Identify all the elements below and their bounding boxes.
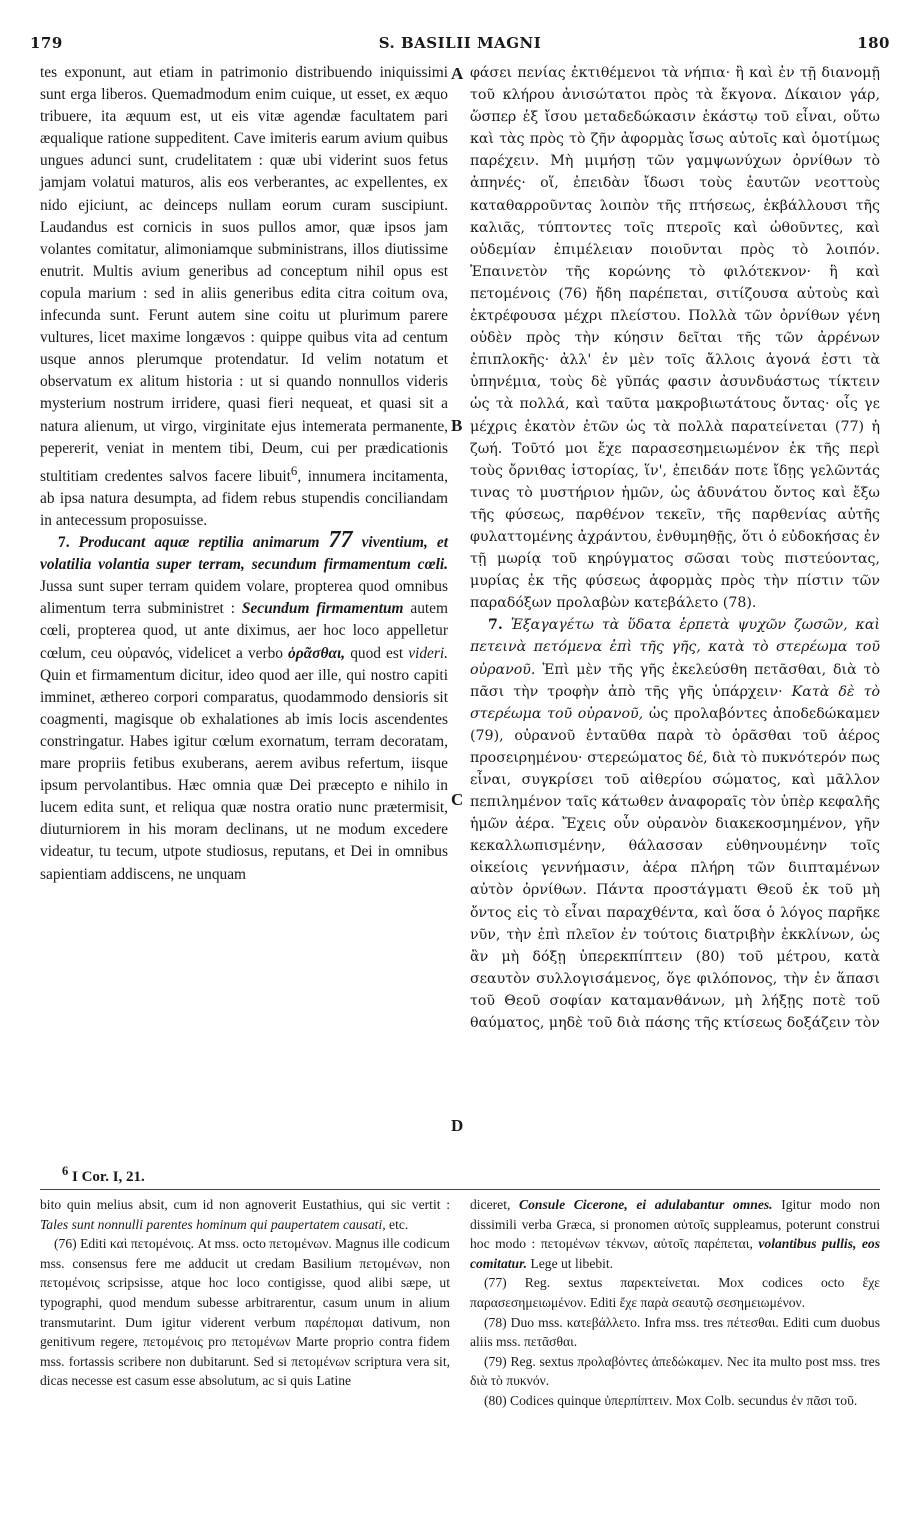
page-title: S. BASILII MAGNI <box>378 34 542 52</box>
margin-letter-b: B <box>451 416 463 435</box>
greek-paragraph-1: φάσει πενίας ἐκτιθέμενοι τὰ νήπια· ἢ καὶ ἐν τῇ διανομῇ τοῦ κλήρου ἀνισώτατοι πρὸς τὰ ἔκγονα. Δίκαιον γάρ, ὥσπερ ἐξ ἴσου μεταδεδώκασιν ἑκάστῳ τοῦ εἶναι, οὕτω καὶ τὰς πρὸς τὸ ζῆν ἀφορμὰς ἴσως αὐτοῖς καὶ ὁμοτίμως παρέχειν. Μὴ μιμήσῃ τῶν γαμψωνύχων ὀρνίθων τὸ ἀπηνές· οἵ, ἐπειδὰν ἴδωσι τοὺς ἑαυτῶν νεοττοὺς καταθαρροῦντας λοιπὸν τῆς πτήσεως, ἐκβάλλουσι τῆς καλιᾶς, τύπτοντες τοῖς πτεροῖς καὶ ὠθοῦντες, καὶ οὐδεμίαν ἐπιμέλειαν ποιοῦνται πρὸς τὸ λοιπόν. Ἐπαινετὸν τῆς κορώνης τὸ φιλότεκνον· ἣ καὶ πετομένοις (76) ἤδη παρέπεται, σιτίζουσα αὐτοὺς καὶ ἐκτρέφουσα μέχρι πλείστου. Πολλὰ τῶν ὀρνίθων γένη οὐδὲν πρὸς τὴν κύησιν δεῖται τῆς τῶν ἀρρένων ἐπιπλοκῆς· ἀλλ' ἐν μὲν τοῖς ἄλλοις ἀγονά ἐστι τὰ ὑπηνέμια, τοὺς δὲ γῦπάς φασιν ἀσυνδυάστως τίκτειν ὡς τὰ πολλά, καὶ ταῦτα μακροβιωτάτους ὄντας· οἷς γε μέχρις ἑκατὸν ἐτῶν ὡς τὰ πολλὰ παρατείνεται (77) ἡ ζωή. Τοῦτό μοι ἔχε παρασεσημειωμένον ἐκ τῆς περὶ τοὺς ὄρνιθας ἱστορίας, ἵν', ἐπειδάν ποτε ἴδῃς γελῶντάς τινας τὸ μυστήριον ἡμῶν, ὡς ἀδυνάτου ὄντος καὶ ἔξω τῆς φύσεως, παρθένον τεκεῖν, τῆς παρθενίας αὐτῆς φυλαττομένης ἀχράντου, ἐνθυμηθῇς, ὅτι ὁ εὐδοκήσας ἐν τῇ μωρίᾳ τοῦ κηρύγματος σῶσαι τοὺς πιστεύοντας, μυρίας ἐκ τῆς φύσεως ἀφορμὰς πρὸς τὴν πίστιν τῶν παραδόξων προλαβὼν κατεβάλετο (78). <box>470 65 880 612</box>
footnote: $^6$ I Cor. I, 21. <box>62 1164 145 1185</box>
note-continuation-right: diceret, Consule Cicerone, ei adulabantur omnes. Igitur modo non dissimili verba Græca, si pronomen αὐτοῖς suppleamus, poterunt construi hoc modo : πετομένων τέκνων, αὐτοῖς παρέπεται, volantibus pullis, eos comitatur. Lege ut libebit. <box>470 1197 880 1271</box>
notes-right-column <box>470 1195 880 1411</box>
note-76: (76) Editi καὶ πετομένοις. At mss. octo πετομένων. Magnus ille codicum mss. consensus fere me adducit ut credam Basilium πετομένων, non πετομένοις scripsisse, atque hoc loco contigisse, quod alibi sæpe, ut typographi, quod mendum subesse arbitrarentur, casum unum in alium transmutarint. Dum igitur viderent verbum παρέπομαι dativum, non genitivum regere, πετομένοις pro πετομένων Marte proprio contra fidem mss. fortassis scribere non dubitarunt. Sed si πετομένων scriptura vera sit, dicas necesse est casum esse absolutum, ac si quis Latine <box>40 1236 450 1389</box>
section-number: 7. <box>58 534 70 552</box>
greek-paragraph-2: 7. Ἐξαγαγέτω τὰ ὕδατα ἑρπετὰ ψυχῶν ζωσῶν, καὶ πετεινὰ πετόμενα ἐπὶ τῆς γῆς, κατὰ τὸ στερέωμα τοῦ οὐρανοῦ. Ἐπὶ μὲν τῆς γῆς ἐκελεύσθη πετᾶσθαι, διὰ τὸ πᾶσι τὴν τροφὴν ἀπὸ τῆς γῆς ὑπάρχειν· Κατὰ δὲ τὸ στερέωμα τοῦ οὐρανοῦ, ὡς προλαβόντες ἀποδεδώκαμεν (79), οὐρανοῦ ἐνταῦθα παρὰ τὸ ὁρᾶσθαι τοῦ ἀέρος προσειρημένου· στερεώματος δέ, διὰ τὸ πυκνότερόν πως εἶναι, συγκρίσει τοῦ αἰθερίου σώματος, καὶ μᾶλλον πεπιλημένον ταῖς κάτωθεν ἀναφοραῖς τὸν ὑπὲρ κεφαλῆς ἡμῶν ἀέρα. Ἔχεις οὖν οὐρανὸν διακεκοσμημένον, γῆν κεκαλλωπισμένην, θάλασσαν εὐθηνουμένην τοῖς οἰκείοις γεννήμασιν, ἀέρα πλήρη τῶν διιπταμένων αὐτὸν ὀρνίθων. Πάντα προστάγματι Θεοῦ ἐκ τοῦ μὴ ὄντος εἰς τὸ εἶναι παραχθέντα, καὶ ὅσα ὁ λόγος παρῆκε νῦν, τὴν ἐπὶ πλεῖον ἐν τούτοις διατριβὴν ἐκκλίνων, ὡς ἂν μὴ δόξῃ ὑπερεκπίπτειν (80) τοῦ μέτρου, κατὰ σεαυτὸν συλλογισάμενος, ὅγε φιλόπονος, τὴν ἐν ἅπασι τοῦ Θεοῦ σοφίαν καταμανθάνων, μὴ λήξῃς ποτὲ τοῦ θαύματος, μηδὲ τοῦ διὰ πάσης τῆς κτίσεως δοξάζειν τὸν <box>470 617 881 1032</box>
divider <box>40 1189 880 1190</box>
note-79: (79) Reg. sextus προλαβόντες ἀπεδώκαμεν. Nec ita multo post mss. tres διὰ τὸ πυκνόν. <box>470 1353 880 1389</box>
column-number-marker: 77 <box>328 527 353 554</box>
margin-letter-d: D <box>451 1116 464 1135</box>
running-head <box>30 34 890 54</box>
notes-left-column <box>40 1195 450 1391</box>
latin-column <box>40 62 448 886</box>
page-number-right: 180 <box>857 34 890 52</box>
note-77: (77) Reg. sextus παρεκτείνεται. Mox codices octo ἔχε παρασεσημειωμένον. Editi ἔχε παρὰ σεαυτῷ σεσημειωμένον. <box>470 1275 880 1310</box>
footnote-ref: 6 <box>290 463 298 478</box>
note-continuation: bito quin melius absit, cum id non agnoverit Eustathius, qui sic vertit : Tales sunt nonnulli parentes hominum qui paupertatem causati, etc. <box>40 1197 450 1232</box>
note-78: (78) Duo mss. κατεβάλλετο. Infra mss. tres πέτεσθαι. Editi cum duobus aliis mss. πετᾶσθαι. <box>470 1314 880 1350</box>
margin-letter-a: A <box>451 64 464 83</box>
greek-column <box>470 62 880 1034</box>
latin-paragraph-1: tes exponunt, aut etiam in patrimonio distribuendo iniquissimi sunt erga liberos. Quemadmodum enim cuique, ut esset, ex æquo tribuere, ita æquum est, ut eis vitæ agendæ facultatem pari æqualique ratione suppeditent. Cave imiteris earum avium quibus ungues adunci sunt, crudelitatem : quæ ubi viderint suos fetus jamjam volatui maturos, alis eos verberantes, ac expellentes, ex nido ejiciunt, ac deinceps nullam eorum curam suscipiunt. Laudandus est cornicis in suos pullos amor, quæ ipsos jam volantes comitatur, alimoniamque subministrans, illos diutissime enutrit. Multis avium generibus ad conceptum nihil opus est copula marium : sed in aliis generibus edita citra coitum ova, infecunda sunt. Ferunt autem sine coitu ut plurimum parere vultures, licet maxime longævos : quippe quibus vita ad centum usque annos plerumque protendatur. Id velim notatum et observatum ex alitum historia : ut si quando nonnullos videris mysterium nostrum irridere, quasi fieri nequeat, et quasi sit a natura alienum, ut virgo, virginitate ejus intemerata permanente, pepererit, veniat in mentem tibi, Deum, cui per prædicationis stultitiam credentes salvos facere libuit$^6$, innumera incitamenta, ab ipsa natura desumpta, ad fidem rebus stupendis conciliandam in antecessum proposuisse. <box>40 64 448 529</box>
section-number: 7. <box>488 617 503 634</box>
note-80: (80) Codices quinque ὑπερπίπτειν. Mox Colb. secundus ἐν πᾶσι τοῦ. <box>484 1392 858 1408</box>
latin-paragraph-2: 7. Producant aquæ reptilia animarum 77 viventium, et volatilia volantia super terram, secundum firmamentum cœli. Jussa sunt super terram quidem volare, propterea quod omnibus alimentum terra subministret : Secundum firmamentum autem cœli, propterea quod, ut ante diximus, aer hoc loco appelletur cœlum, ceu οὐρανός, videlicet a verbo ὁρᾶσθαι, quod est videri. Quin et firmamentum dicitur, ideo quod aer ille, qui nostro capiti imminet, æthereo corpori comparatus, quodammodo densioris sit coagmenti, magisque ob exhalationes ab imis locis ascendentes constringatur. Habes igitur cœlum exornatum, terram decoratam, mare propriis fetibus exuberans, aerem avibus refertum, iisque ipsum pervolantibus. Hæc omnia quæ Dei præcepto e nihilo in lucem edita sunt, et reliqua quæ nostra oratio nunc prætermisit, diuturniorem in his moram declinans, ut ne modum excedere videatur, tu tecum, utpote studiosus, reputans, et Dei in omnibus sapientiam addiscens, ne unquam <box>40 527 448 883</box>
margin-letter-c: C <box>451 790 464 809</box>
page-number-left: 179 <box>30 34 63 52</box>
